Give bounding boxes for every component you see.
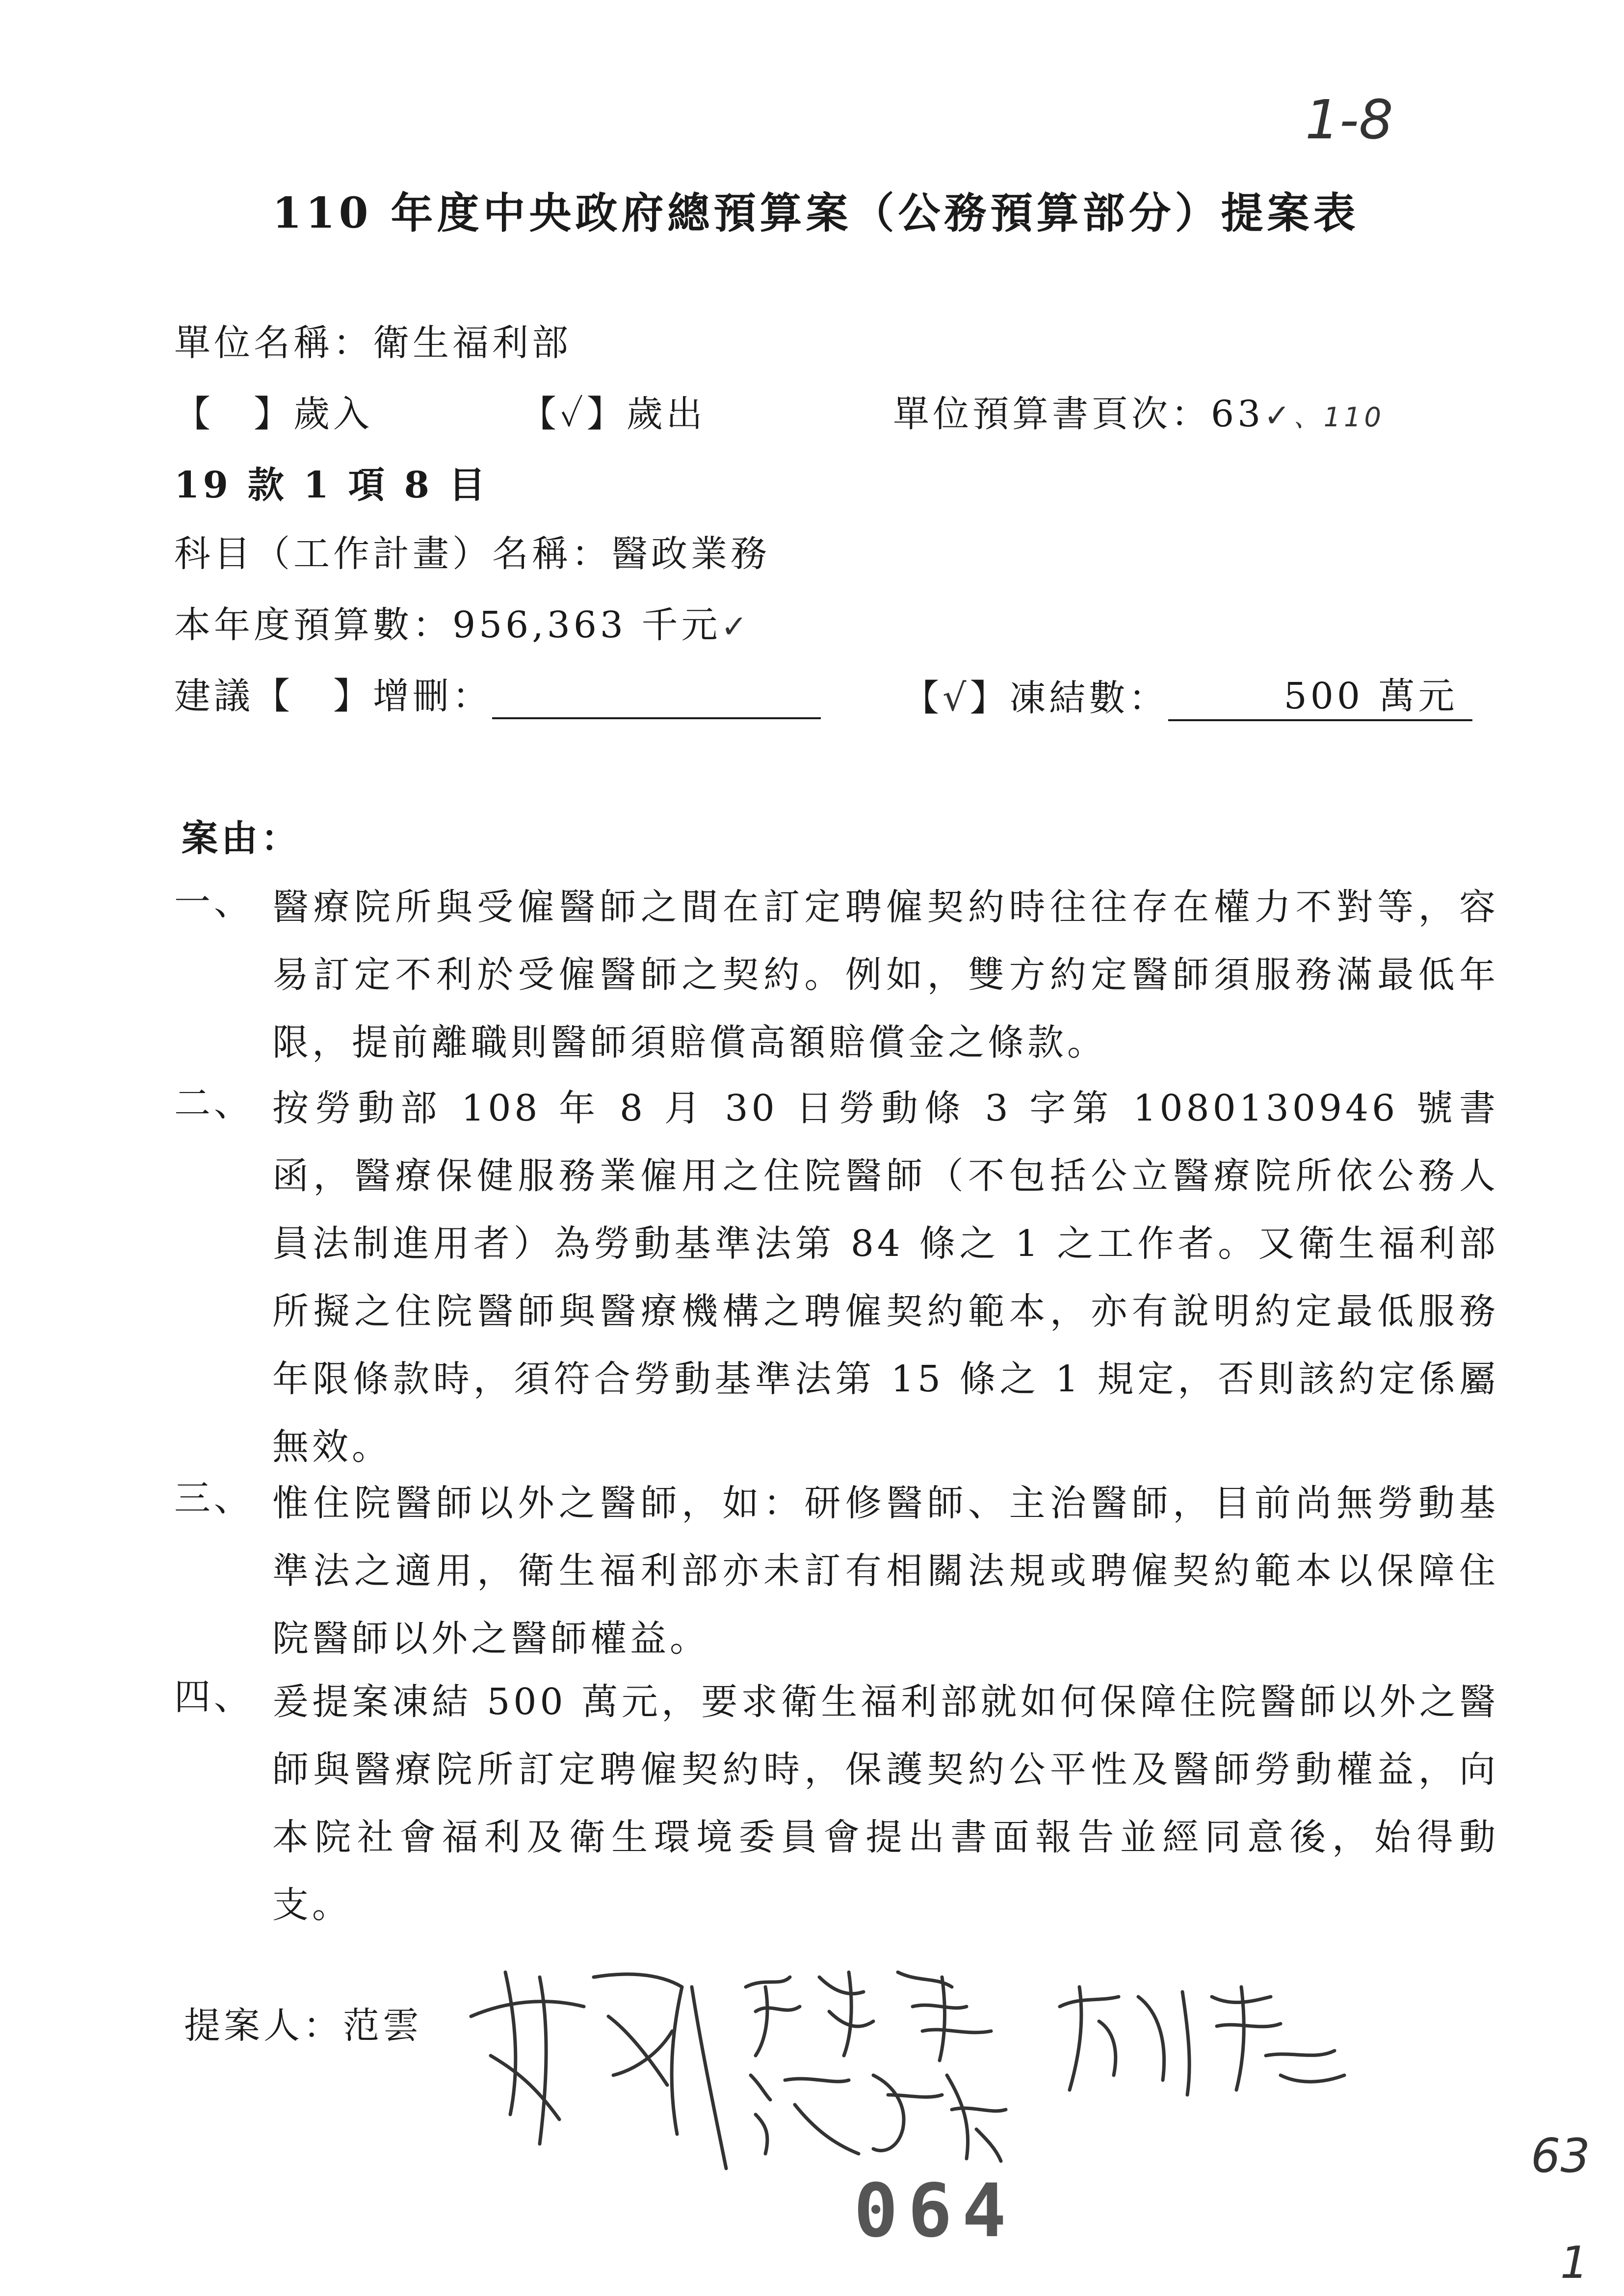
handwritten-check-mark: ✓: [1264, 398, 1294, 434]
reason-number: 四、: [174, 1676, 254, 1718]
freeze-amount: 500 萬元: [1168, 667, 1472, 721]
reason-item: [174, 1074, 1499, 1481]
signature-fan-yun: [461, 1957, 736, 2178]
suggest-blank: [492, 678, 821, 719]
item-code: 19 款 1 項 8 目: [174, 464, 489, 506]
budget-page-ref-label: 單位預算書頁次：63: [893, 393, 1264, 435]
reason-number: 二、: [174, 1082, 254, 1124]
reason-item: [174, 1469, 1499, 1672]
handwritten-page-extra: 、110: [1293, 402, 1385, 433]
freeze-bracket-open: 【: [903, 677, 943, 719]
signature-tsai-pei-hui: [1050, 1977, 1354, 2100]
subject-name: 科目（工作計畫）名稱：醫政業務: [174, 533, 770, 575]
handwritten-freeze-check: √: [943, 676, 970, 719]
reason-item: [174, 1668, 1499, 1939]
handwritten-check-mark: ✓: [721, 609, 751, 645]
budget-page-ref: [893, 385, 1385, 437]
freeze-label: 】凍結數：: [969, 677, 1169, 719]
suggest-label: 建議【 】增刪：: [174, 675, 492, 717]
reason-text: 醫療院所與受僱醫師之間在訂定聘僱契約時往往存在權力不對等，容易訂定不利於受僱醫師之契約。例如，雙方約定醫師須服務滿最低年限，提前離職則醫師須賠償高額賠償金之條款。: [272, 886, 1499, 1064]
reason-text: 按勞動部 108 年 8 月 30 日勞動條 3 字第 1080130946 號書函，醫療保健服務業僱用之住院醫師（不包括公立醫療院所依公務人員法制進用者）為勞動基準法第 84 條之 1 之工作者。又衛生福利部所擬之住院醫師與醫療機構之聘僱契約範本，亦有說明約定最低服務年限條款時，須符合勞動基準法第 15 條之 1 規定，否則該約定係屬無效。: [272, 1087, 1499, 1468]
unit-name: 單位名稱：衛生福利部: [174, 322, 572, 364]
suggest-row: [174, 667, 821, 719]
document-title: 110 年度中央政府總預算案（公務預算部分）提案表: [272, 188, 1360, 238]
handwritten-side-number: 63: [1531, 2129, 1590, 2183]
page-number: 064: [854, 2168, 1016, 2254]
reason-item: [174, 873, 1499, 1076]
budget-amount-text: 本年度預算數：956,363 千元: [174, 604, 721, 646]
signature-chiu-tai-yuan: [741, 2056, 1016, 2168]
expense-checkbox: 【✓】歲出: [520, 393, 706, 435]
reason-number: 一、: [174, 881, 254, 923]
handwritten-page-ref: 1-8: [1305, 88, 1393, 151]
signature-fan-rui-cheng: [736, 1957, 1011, 2065]
reason-text: 惟住院醫師以外之醫師，如：研修醫師、主治醫師，目前尚無勞動基準法之適用，衛生福利部亦未訂有相關法規或聘僱契約範本以保障住院醫師以外之醫師權益。: [272, 1482, 1499, 1660]
reason-number: 三、: [174, 1477, 254, 1519]
reason-heading: 案由：: [182, 817, 301, 860]
reason-text: 爰提案凍結 500 萬元，要求衛生福利部就如何保障住院醫師以外之醫師與醫療院所訂定聘僱契約時，保護契約公平性及醫師勞動權益，向本院社會福利及衛生環境委員會提出書面報告並經同意後，始得動支。: [272, 1681, 1499, 1926]
proposer-label: 提案人：范雲: [184, 2005, 422, 2047]
budget-amount: [174, 596, 751, 648]
handwritten-corner-mark: 1: [1560, 2237, 1589, 2289]
freeze-row: [903, 667, 1472, 721]
revenue-checkbox: 【 】歲入: [174, 393, 373, 435]
